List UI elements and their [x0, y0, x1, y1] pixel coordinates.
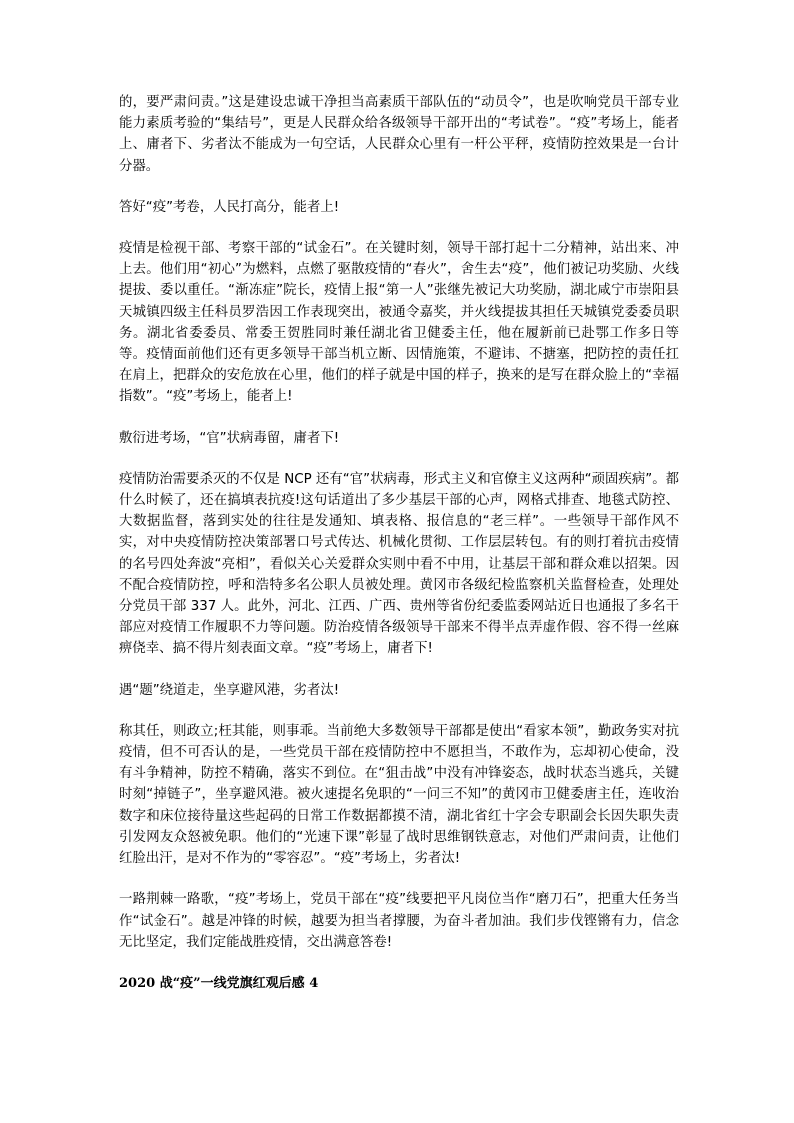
section-heading: 2020 战“疫”一线党旗红观后感 4 [119, 975, 319, 991]
paragraph-subhead-1: 答好“疫”考卷，人民打高分，能者上! [119, 199, 340, 215]
paragraph-subhead-3: 遇“题”绕道走，坐享避风港，劣者汰! [119, 682, 340, 698]
paragraph-body-1: 疫情是检视干部、考察干部的“试金石”。在关键时刻，领导干部打起十二分精神，站出来、冲上去。他们用“初心”为燃料，点燃了驱散疫情的“春火”，舍生去“疫”，他们被记功奖励、火线提拔、委以重任。“渐冻症”院长，疫情上报“第一人”张继先被记大功奖励，湖北咸宁市崇阳县天城镇四级主任科员罗浩因工作表现突出，被通令嘉奖，并火线提拔其担任天城镇党委委员职务。湖北省委委员、常委王贺胜同时兼任湖北省卫健委主任，他在履新前已赴鄂工作多日等等。疫情面前他们还有更多领导干部当机立断、因情施策，不避讳、不搪塞，把防控的责任扛在肩上，把群众的安危放在心里，他们的样子就是中国的样子，换来的是写在群众脸上的“幸福指数”。“疫”考场上，能者上! [119, 241, 679, 405]
paragraph-conclusion: 一路荆棘一路歌，“疫”考场上，党员干部在“疫”线要把平凡岗位当作“磨刀石”，把重大任务当作“试金石”。越是冲锋的时候，越要为担当者撑腰，为奋斗者加油。我们步伐铿锵有力，信念无比坚定，我们定能战胜疫情，交出满意答卷! [119, 892, 679, 950]
paragraph-body-3: 称其任，则政立;枉其能，则事乖。当前绝大多数领导干部都是使出“看家本领”，勤政务实对抗疫情，但不可否认的是，一些党员干部在疫情防控中不愿担当，不敢作为，忘却初心使命，没有斗争精神，防控不精确，落实不到位。在“狙击战”中没有冲锋姿态，战时状态当逃兵，关键时刻“掉链子”，坐享避风港。被火速提名免职的“一问三不知”的黄冈市卫健委唐主任，连收治数字和床位接待量这些起码的日常工作数据都摸不清，湖北省红十字会专职副会长因失职失责引发网友众怒被免职。他们的“光速下课”彰显了战时思维钢铁意志，对他们严肃问责，让他们红脸出汗，是对不作为的“零容忍”。“疫”考场上，劣者汰! [119, 723, 679, 867]
paragraph-subhead-2: 敷衍进考场，“官”状病毒留，庸者下! [119, 430, 340, 446]
paragraph-body-2: 疫情防治需要杀灭的不仅是 NCP 还有“官”状病毒，形式主义和官僚主义这两种“顽固疾病”。都什么时候了，还在搞填表抗疫!这句话道出了多少基层干部的心声，网格式排查、地毯式防控、大数据监督，落到实处的往往是发通知、填表格、报信息的“老三样”。一些领导干部作风不实，对中央疫情防控决策部署口号式传达、机械化贯彻、工作层层转包。有的则打着抗击疫情的名号四处奔波“亮相”，看似关心关爱群众实则中看不中用，让基层干部和群众难以招架。因不配合疫情防控，呼和浩特多名公职人员被处理。黄冈市各级纪检监察机关监督检查，处理处分党员干部 337 人。此外，河北、江西、广西、贵州等省份纪委监委网站近日也通报了多名干部应对疫情工作履职不力等问题。防治疫情各级领导干部来不得半点弄虚作假、容不得一丝麻痹侥幸、搞不得片刻表面文章。“疫”考场上，庸者下! [119, 471, 679, 657]
document-page [119, 92, 679, 994]
paragraph-intro: 的，要严肃问责。”这是建设忠诚干净担当高素质干部队伍的“动员令”，也是吹响党员干部专业能力素质考验的“集结号”，更是人民群众给各级领导干部开出的“考试卷”。“疫”考场上，能者上、庸者下、劣者汰不能成为一句空话，人民群众心里有一杆公平秤，疫情防控效果是一台计分器。 [119, 95, 679, 174]
